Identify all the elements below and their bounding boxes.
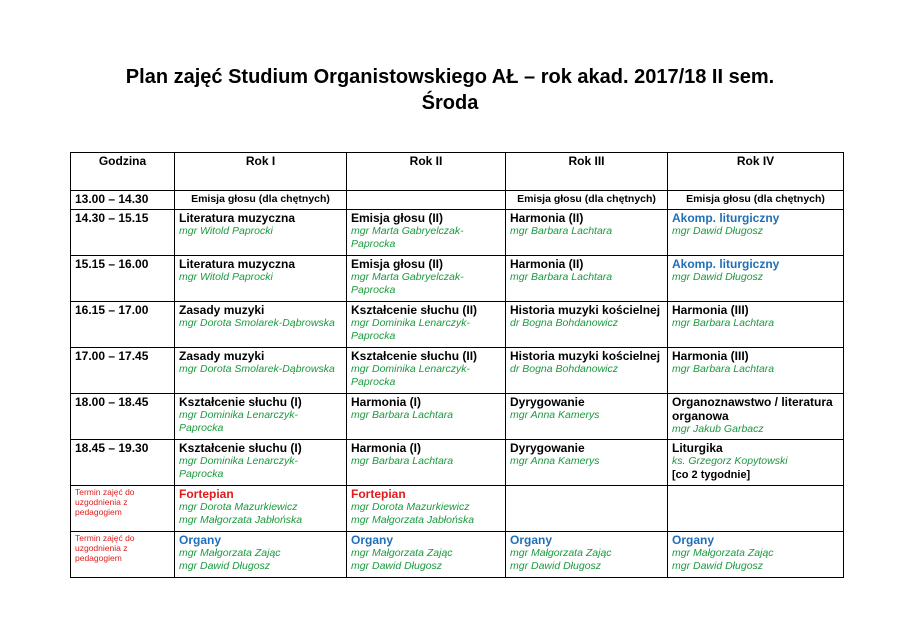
subject: Harmonia (III) <box>672 349 749 363</box>
piano-row <box>71 486 844 532</box>
schedule-cell <box>668 394 844 440</box>
schedule-cell <box>668 210 844 256</box>
table-row <box>71 302 844 348</box>
schedule-cell <box>347 440 506 486</box>
schedule-cell <box>347 210 506 256</box>
schedule-cell <box>175 486 347 532</box>
teacher: mgr Marta Gabryelczak-Paprocka <box>351 271 464 296</box>
schedule-cell <box>347 348 506 394</box>
teacher: mgr Dorota Mazurkiewicz <box>179 501 298 513</box>
teacher: mgr Małgorzata Zając <box>672 547 774 559</box>
subject: Zasady muzyki <box>179 303 265 317</box>
teacher: mgr Dawid Długosz <box>672 560 764 572</box>
subject: Fortepian <box>179 487 234 501</box>
time-cell: 18.45 – 19.30 <box>71 440 175 486</box>
subject: Fortepian <box>351 487 406 501</box>
cell-subject: Emisja głosu (dla chętnych) <box>506 191 668 210</box>
teacher: mgr Małgorzata Zając <box>351 547 453 559</box>
schedule-cell <box>506 532 668 578</box>
teacher: dr Bogna Bohdanowicz <box>510 363 618 375</box>
teacher: mgr Barbara Lachtara <box>672 363 775 375</box>
teacher: mgr Barbara Lachtara <box>510 271 613 283</box>
page-subtitle-day: Środa <box>421 92 479 114</box>
schedule-table <box>70 152 844 578</box>
schedule-cell <box>506 256 668 302</box>
subject: Kształcenie słuchu (II) <box>351 303 478 317</box>
teacher: mgr Barbara Lachtara <box>672 317 775 329</box>
subject: Harmonia (I) <box>351 441 422 455</box>
schedule-cell <box>668 256 844 302</box>
teacher: mgr Małgorzata Jabłońska <box>351 514 475 526</box>
teacher: dr Bogna Bohdanowicz <box>510 317 618 329</box>
teacher: mgr Małgorzata Jabłońska <box>179 514 303 526</box>
schedule-cell <box>175 302 347 348</box>
time-cell: 13.00 – 14.30 <box>71 191 175 210</box>
teacher: mgr Dawid Długosz <box>179 560 271 572</box>
schedule-cell <box>347 486 506 532</box>
teacher: mgr Barbara Lachtara <box>351 409 454 421</box>
teacher: mgr Dominika Lenarczyk-Paprocka <box>351 363 471 388</box>
teacher: mgr Małgorzata Zając <box>179 547 281 559</box>
time-note-cell <box>71 532 175 578</box>
time-note-cell <box>71 486 175 532</box>
schedule-cell <box>175 256 347 302</box>
cell-empty <box>347 191 506 210</box>
teacher: mgr Witold Paprocki <box>179 225 273 237</box>
time-cell: 18.00 – 18.45 <box>71 394 175 440</box>
teacher: mgr Dominika Lenarczyk-Paprocka <box>179 409 299 434</box>
schedule-cell <box>506 302 668 348</box>
subject: Harmonia (I) <box>351 395 422 409</box>
cell-empty <box>506 486 668 532</box>
subject: Harmonia (II) <box>510 257 584 271</box>
teacher: mgr Dawid Długosz <box>672 271 764 283</box>
time-cell: 17.00 – 17.45 <box>71 348 175 394</box>
subject: Historia muzyki kościelnej <box>510 303 661 317</box>
teacher: mgr Marta Gabryelczak-Paprocka <box>351 225 464 250</box>
subject: Organy <box>672 533 715 547</box>
schedule-cell <box>506 210 668 256</box>
teacher: mgr Dorota Smolarek-Dąbrowska <box>179 363 335 375</box>
schedule-cell <box>175 394 347 440</box>
subject: Organoznawstwo / literatura organowa <box>672 395 833 423</box>
teacher: mgr Dawid Długosz <box>351 560 443 572</box>
schedule-cell <box>175 440 347 486</box>
header-rok-4: Rok IV <box>668 153 844 191</box>
teacher: mgr Dominika Lenarczyk-Paprocka <box>179 455 299 480</box>
biweekly-note: [co 2 tygodnie] <box>672 469 751 481</box>
schedule-cell <box>668 302 844 348</box>
subject: Kształcenie słuchu (I) <box>179 441 302 455</box>
header-rok-3: Rok III <box>506 153 668 191</box>
subject: Harmonia (III) <box>672 303 749 317</box>
subject: Emisja głosu (II) <box>351 257 444 271</box>
cell-empty <box>668 486 844 532</box>
schedule-cell <box>175 348 347 394</box>
schedule-cell <box>347 532 506 578</box>
subject: Literatura muzyczna <box>179 211 296 225</box>
table-row <box>71 348 844 394</box>
subject: Akomp. liturgiczny <box>672 211 780 225</box>
time-cell: 16.15 – 17.00 <box>71 302 175 348</box>
teacher: mgr Dawid Długosz <box>672 225 764 237</box>
subject: Emisja głosu (II) <box>351 211 444 225</box>
schedule-cell <box>668 440 844 486</box>
schedule-cell <box>175 210 347 256</box>
time-cell: 14.30 – 15.15 <box>71 210 175 256</box>
subject: Liturgika <box>672 441 723 455</box>
subject: Dyrygowanie <box>510 441 585 455</box>
subject: Historia muzyki kościelnej <box>510 349 661 363</box>
time-cell: 15.15 – 16.00 <box>71 256 175 302</box>
teacher: mgr Barbara Lachtara <box>510 225 613 237</box>
header-rok-2: Rok II <box>347 153 506 191</box>
table-row <box>71 210 844 256</box>
subject: Kształcenie słuchu (I) <box>179 395 302 409</box>
subject: Organy <box>510 533 553 547</box>
subject: Organy <box>179 533 222 547</box>
teacher: mgr Dorota Smolarek-Dąbrowska <box>179 317 335 329</box>
table-row <box>71 191 844 210</box>
subject: Kształcenie słuchu (II) <box>351 349 478 363</box>
schedule-cell <box>506 440 668 486</box>
schedule-cell <box>347 394 506 440</box>
table-row <box>71 256 844 302</box>
time-note: Termin zajęć do uzgodnienia z pedagogiem <box>75 533 135 563</box>
teacher: mgr Dominika Lenarczyk-Paprocka <box>351 317 471 342</box>
time-note: Termin zajęć do uzgodnienia z pedagogiem <box>75 487 135 517</box>
subject: Organy <box>351 533 394 547</box>
teacher: mgr Witold Paprocki <box>179 271 273 283</box>
table-row <box>71 394 844 440</box>
schedule-cell <box>506 348 668 394</box>
header-rok-1: Rok I <box>175 153 347 191</box>
table-row <box>71 440 844 486</box>
subject: Akomp. liturgiczny <box>672 257 780 271</box>
page-title: Plan zajęć Studium Organistowskiego AŁ – rok akad. 2017/18 II sem. <box>125 66 775 88</box>
subject: Dyrygowanie <box>510 395 585 409</box>
header-godzina: Godzina <box>71 153 175 191</box>
subject: Harmonia (II) <box>510 211 584 225</box>
teacher: mgr Dawid Długosz <box>510 560 602 572</box>
teacher: mgr Małgorzata Zając <box>510 547 612 559</box>
schedule-cell <box>668 532 844 578</box>
teacher: ks. Grzegorz Kopytowski <box>672 455 788 467</box>
teacher: mgr Dorota Mazurkiewicz <box>351 501 470 513</box>
organ-row <box>71 532 844 578</box>
teacher: mgr Anna Kamerys <box>510 455 600 467</box>
subject: Zasady muzyki <box>179 349 265 363</box>
schedule-cell <box>668 348 844 394</box>
header-row <box>71 153 844 191</box>
schedule-cell <box>347 256 506 302</box>
cell-subject: Emisja głosu (dla chętnych) <box>668 191 844 210</box>
schedule-cell <box>347 302 506 348</box>
schedule-cell <box>506 394 668 440</box>
subject: Literatura muzyczna <box>179 257 296 271</box>
teacher: mgr Jakub Garbacz <box>672 423 764 435</box>
teacher: mgr Anna Kamerys <box>510 409 600 421</box>
cell-subject: Emisja głosu (dla chętnych) <box>175 191 347 210</box>
teacher: mgr Barbara Lachtara <box>351 455 454 467</box>
schedule-cell <box>175 532 347 578</box>
